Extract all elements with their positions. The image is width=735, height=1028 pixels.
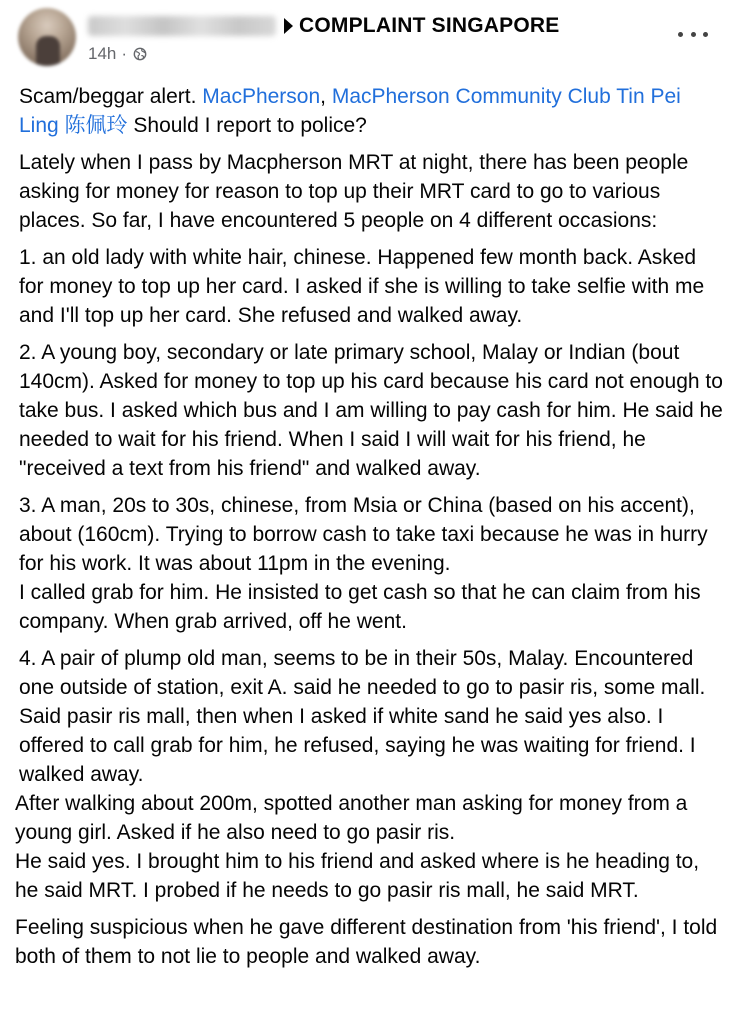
tag-macpherson[interactable]: MacPherson (202, 85, 321, 108)
item-3-grab: I called grab for him. He insisted to get cash so that he can claim from his company. When grab arrived, off he went. (19, 581, 701, 633)
item-1-old-lady: 1. an old lady with white hair, chinese. Happened few month back. Asked for money to top up her card. I asked if she is willing to take selfie with me and I'll top up her card. She refused and walked away. (19, 246, 705, 327)
tag-separator: , (320, 85, 332, 108)
intro-tail: Should I report to police? (127, 114, 367, 137)
blurred-author-name[interactable] (88, 16, 276, 36)
globe-icon[interactable] (133, 47, 147, 61)
post-timestamp[interactable]: 14h (88, 44, 117, 63)
author-group-line (88, 12, 559, 40)
more-options-icon[interactable] (678, 24, 708, 44)
tag-tin-pei-ling[interactable]: Tin Pei Ling 陈佩玲 (19, 85, 681, 137)
item-2-young-boy: 2. A young boy, secondary or late primary school, Malay or Indian (bout 140cm). Asked for money to top up his card because his card not enough to take bus. I asked which bus and I am willing to pay cash for him. He said he needed to wait for his friend. When I said I will wait for his friend, he "received a text from his friend" and walked away. (19, 341, 723, 480)
group-name-link[interactable]: COMPLAINT SINGAPORE (299, 14, 560, 37)
item-4-pair: 4. A pair of plump old man, seems to be in their 50s, Malay. Encountered one outside of station, exit A. said he needed to go to pasir ris, some mall. Said pasir ris mall, then when I asked if white sand he said yes also. I offered to call grab for him, he refused, saying he was waiting for friend. I walked away. (19, 647, 706, 786)
right-arrow-icon (284, 18, 293, 34)
post-header (18, 8, 718, 68)
intro-paragraph (19, 82, 725, 140)
author-avatar[interactable] (18, 8, 76, 66)
post-body (15, 82, 725, 979)
closing-paragraph: Feeling suspicious when he gave different destination from 'his friend', I told both of them to not lie to people and walked away. (15, 916, 718, 968)
post-meta (88, 44, 147, 64)
item-4-brought-him: He said yes. I brought him to his friend and asked where is he heading to, he said MRT. I probed if he needs to go pasir ris mall, he said MRT. (15, 850, 700, 902)
item-4-another-man: After walking about 200m, spotted another man asking for money from a young girl. Asked if he also need to go pasir ris. (15, 792, 688, 844)
intro-text: Scam/beggar alert. (19, 85, 203, 108)
item-3-man: 3. A man, 20s to 30s, chinese, from Msia or China (based on his accent), about (160cm). Trying to borrow cash to take taxi because he was in hurry for his work. It was about 11pm in the evening. (19, 494, 708, 575)
meta-separator: · (121, 44, 128, 63)
tag-macpherson-cc[interactable]: MacPherson Community Club (331, 85, 611, 108)
paragraph-lately: Lately when I pass by Macpherson MRT at night, there has been people asking for money for reason to top up their MRT card to go to various places. So far, I have encountered 5 people on 4 different occasions: (19, 151, 689, 232)
